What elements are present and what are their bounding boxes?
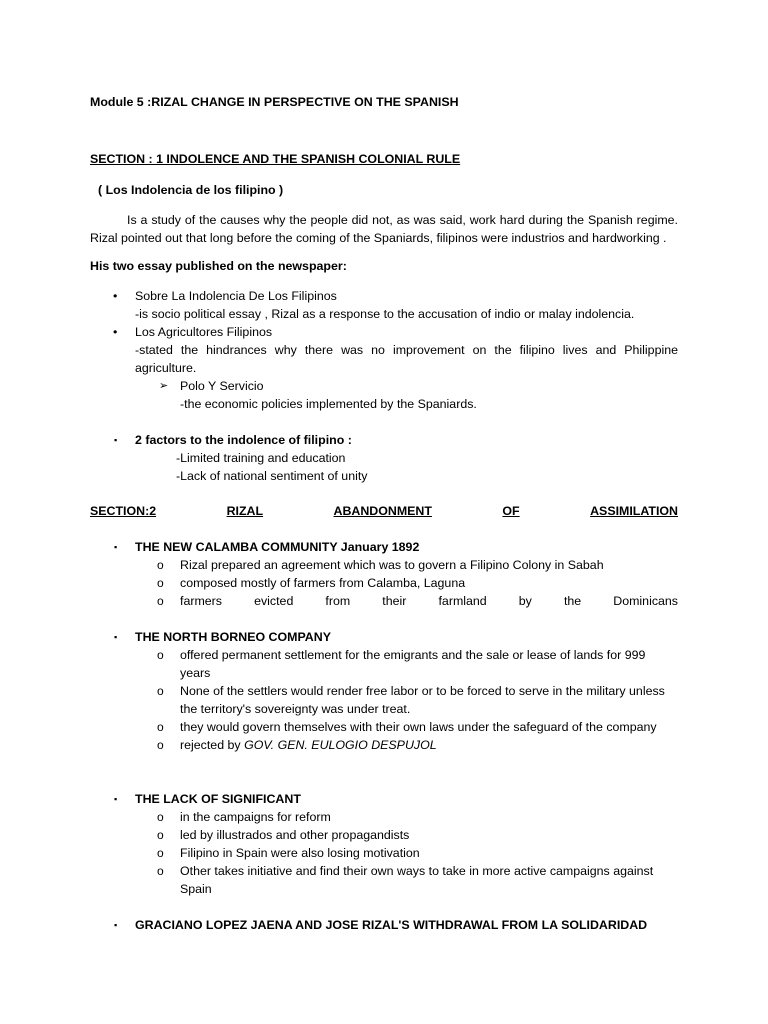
- square-bullet-icon: ▪: [114, 632, 118, 642]
- graciano-block: [90, 916, 678, 934]
- circle-bullet-icon: o: [157, 738, 164, 752]
- list-item-text: Rizal prepared an agreement which was to govern a Filipino Colony in Sabah: [180, 558, 604, 572]
- list-item-text: in the campaigns for reform: [180, 810, 331, 824]
- list-item: [90, 844, 678, 862]
- polo-item: [90, 377, 678, 413]
- module-title: Module 5 :RIZAL CHANGE IN PERSPECTIVE ON THE SPANISH: [90, 95, 459, 109]
- list-item: [90, 718, 678, 736]
- circle-bullet-icon: o: [157, 684, 164, 698]
- circle-bullet-icon: o: [157, 846, 164, 860]
- list-item-text: Filipino in Spain were also losing motivation: [180, 846, 420, 860]
- section2-heading-word: OF: [502, 504, 520, 518]
- lack-list: [90, 808, 678, 898]
- essay-title: Los Agricultores Filipinos: [135, 325, 273, 339]
- bullet-dot-icon: •: [113, 289, 118, 303]
- list-item-text: composed mostly of farmers from Calamba, Laguna: [180, 576, 466, 590]
- borneo-list: [90, 646, 678, 754]
- rejected-prefix: rejected by: [180, 738, 245, 752]
- section1-subtitle: ( Los Indolencia de los filipino ): [98, 183, 284, 197]
- square-bullet-icon: ▪: [114, 435, 118, 445]
- borneo-heading-item: [90, 628, 678, 646]
- word: their: [382, 594, 407, 608]
- list-item: [90, 556, 678, 574]
- document-page: [90, 93, 678, 934]
- list-item: [90, 808, 678, 826]
- word: from: [325, 594, 351, 608]
- list-item-text: Other takes initiative and find their own ways to take in more active campaigns against Spain: [180, 864, 654, 896]
- essays-heading: His two essay published on the newspaper:: [90, 259, 347, 273]
- square-bullet-icon: ▪: [114, 542, 118, 552]
- factor-line: -Limited training and education: [176, 451, 346, 465]
- essay-desc: -stated the hindrances why there was no improvement on the filipino lives and Philippine agriculture.: [135, 343, 678, 375]
- square-bullet-icon: ▪: [114, 920, 118, 930]
- lack-block: [90, 790, 678, 898]
- circle-bullet-icon: o: [157, 648, 164, 662]
- list-item-text: offered permanent settlement for the emigrants and the sale or lease of lands for 999 years: [180, 648, 646, 680]
- list-item: [90, 592, 678, 610]
- list-item: [90, 862, 678, 898]
- essays-list: [90, 287, 678, 377]
- section2-heading-word: RIZAL: [226, 504, 264, 518]
- square-bullet-icon: ▪: [114, 794, 118, 804]
- lack-heading: THE LACK OF SIGNIFICANT: [135, 792, 301, 806]
- essay-item: [90, 323, 678, 377]
- lack-heading-item: [90, 790, 678, 808]
- essay-desc: -is socio political essay , Rizal as a response to the accusation of indio or malay indolencia.: [135, 307, 635, 321]
- essay-title: Sobre La Indolencia De Los Filipinos: [135, 289, 337, 303]
- graciano-heading: GRACIANO LOPEZ JAENA AND JOSE RIZAL'S WITHDRAWAL FROM LA SOLIDARIDAD: [135, 918, 648, 932]
- arrow-bullet-icon: ➢: [159, 380, 169, 392]
- section2-heading: [90, 502, 678, 520]
- calamba-list: [90, 556, 678, 610]
- list-item: [90, 826, 678, 844]
- calamba-block: [90, 538, 678, 610]
- factors-heading: 2 factors to the indolence of filipino :: [135, 433, 352, 447]
- section1-intro: Is a study of the causes why the people did not, as was said, work hard during the Spanish regime. Rizal pointed out that long before the coming of the Spaniards, filipinos were industrios and hardworking .: [90, 213, 678, 245]
- polo-title: Polo Y Servicio: [180, 379, 264, 393]
- circle-bullet-icon: o: [157, 864, 164, 878]
- circle-bullet-icon: o: [157, 810, 164, 824]
- section1-heading: SECTION : 1 INDOLENCE AND THE SPANISH COLONIAL RULE: [90, 152, 461, 166]
- list-item: [90, 574, 678, 592]
- circle-bullet-icon: o: [157, 828, 164, 842]
- section2-heading-word: ABANDONMENT: [333, 504, 432, 518]
- list-item: [90, 736, 678, 754]
- circle-bullet-icon: o: [157, 720, 164, 734]
- borneo-heading: THE NORTH BORNEO COMPANY: [135, 630, 331, 644]
- graciano-heading-item: [90, 916, 678, 934]
- list-item: [90, 682, 678, 718]
- bullet-dot-icon: •: [113, 325, 118, 339]
- section2-heading-word: ASSIMILATION: [590, 504, 678, 518]
- list-item-text: None of the settlers would render free labor or to be forced to serve in the military unless the territory's sovereignty was under treat.: [180, 684, 665, 716]
- polo-desc: -the economic policies implemented by the Spaniards.: [180, 397, 477, 411]
- section2-heading-word: SECTION:2: [90, 504, 157, 518]
- factors-item: [90, 431, 678, 449]
- circle-bullet-icon: o: [157, 594, 164, 608]
- borneo-block: [90, 628, 678, 754]
- word: farmers: [180, 594, 222, 608]
- word: by: [518, 594, 532, 608]
- list-item-text: [180, 592, 678, 610]
- circle-bullet-icon: o: [157, 558, 164, 572]
- list-item-text: they would govern themselves with their own laws under the safeguard of the company: [180, 720, 657, 734]
- word: Dominicans: [613, 594, 678, 608]
- word: evicted: [254, 594, 294, 608]
- word: the: [563, 594, 582, 608]
- rejected-name: GOV. GEN. EULOGIO DESPUJOL: [244, 738, 437, 752]
- list-item: [90, 646, 678, 682]
- word: farmland: [438, 594, 487, 608]
- calamba-heading-item: [90, 538, 678, 556]
- factor-line: -Lack of national sentiment of unity: [176, 469, 368, 483]
- circle-bullet-icon: o: [157, 576, 164, 590]
- essay-item: [90, 287, 678, 323]
- calamba-heading: THE NEW CALAMBA COMMUNITY January 1892: [135, 540, 420, 554]
- list-item-text: led by illustrados and other propagandists: [180, 828, 410, 842]
